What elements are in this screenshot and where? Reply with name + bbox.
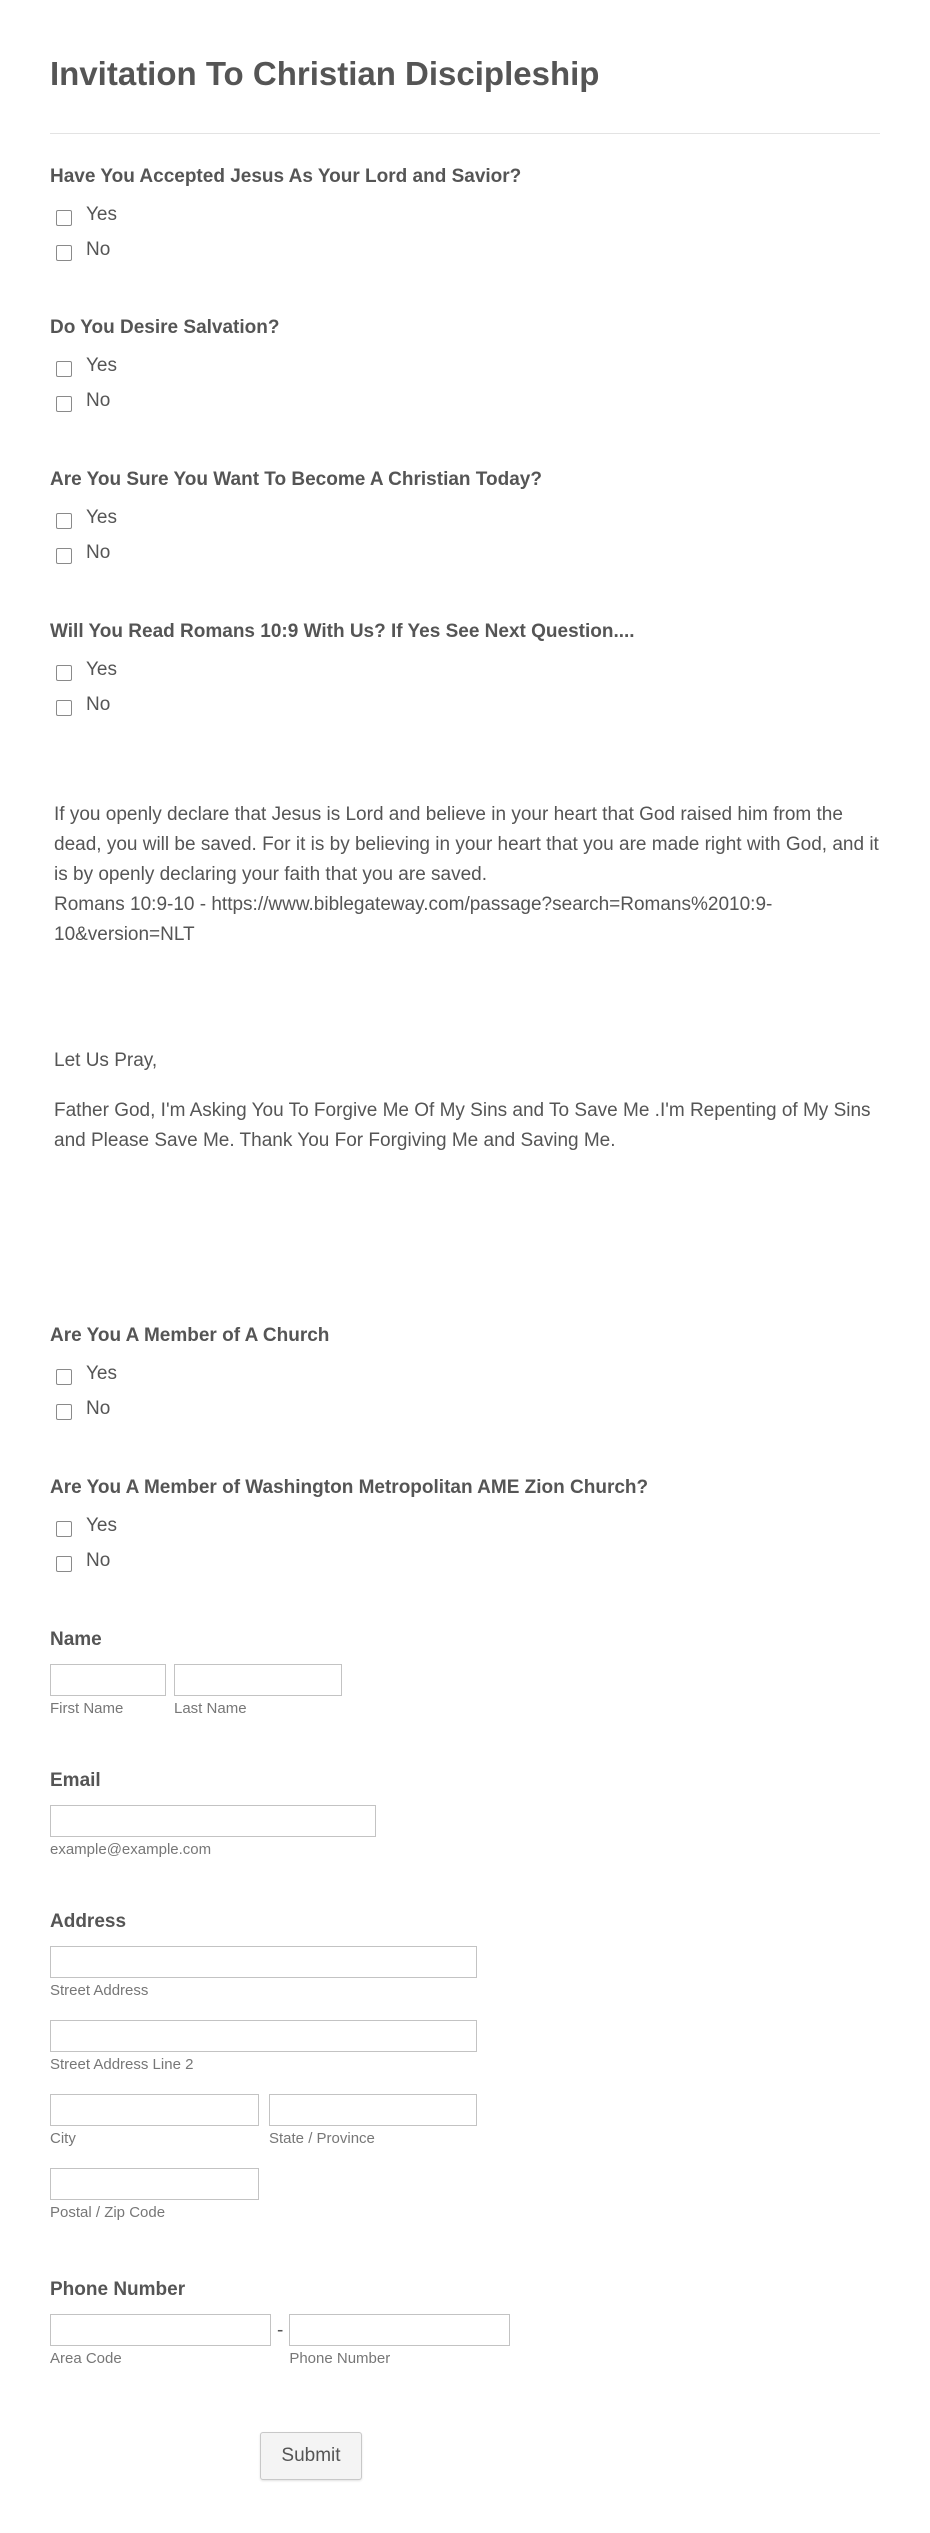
- email-label: Email: [50, 1770, 101, 1791]
- checkbox[interactable]: [56, 1404, 72, 1420]
- name-label: Name: [50, 1629, 102, 1650]
- checkbox[interactable]: [56, 396, 72, 412]
- question-label: Are You A Member of A Church: [50, 1325, 330, 1346]
- checkbox[interactable]: [56, 1521, 72, 1537]
- question-read-romans: [50, 620, 880, 722]
- scripture-block: [54, 800, 880, 950]
- question-label: Will You Read Romans 10:9 With Us? If Yes See Next Question....: [50, 621, 635, 642]
- checkbox[interactable]: [56, 245, 72, 261]
- phone-field: [50, 2278, 510, 2368]
- option-label: No: [86, 389, 111, 411]
- city-sublabel: City: [50, 2130, 76, 2147]
- option-label: Yes: [86, 1514, 117, 1536]
- option-yes[interactable]: [50, 1356, 880, 1391]
- checkbox[interactable]: [56, 1369, 72, 1385]
- option-label: No: [86, 693, 111, 715]
- option-yes[interactable]: [50, 197, 880, 232]
- first-name-sublabel: First Name: [50, 1700, 124, 1717]
- last-name-sublabel: Last Name: [174, 1700, 247, 1717]
- option-label: Yes: [86, 203, 117, 225]
- street-address-sublabel: Street Address: [50, 1982, 149, 1999]
- option-label: No: [86, 1397, 111, 1419]
- option-yes[interactable]: [50, 1508, 880, 1543]
- question-accepted-jesus: [50, 165, 880, 267]
- city-input[interactable]: [50, 2094, 259, 2126]
- first-name-input[interactable]: [50, 1664, 166, 1696]
- question-label: Are You Sure You Want To Become A Christian Today?: [50, 469, 542, 490]
- checkbox[interactable]: [56, 548, 72, 564]
- option-label: Yes: [86, 354, 117, 376]
- address-label: Address: [50, 1911, 127, 1932]
- question-become-christian: [50, 468, 880, 570]
- phone-label: Phone Number: [50, 2279, 186, 2300]
- prayer-text: Father God, I'm Asking You To Forgive Me Of My Sins and To Save Me .I'm Repenting of My Sins and Please Save Me. Thank You For Forgiving Me and Saving Me.: [54, 1100, 871, 1151]
- submit-button[interactable]: Submit: [260, 2432, 362, 2480]
- phone-number-sublabel: Phone Number: [289, 2350, 391, 2367]
- option-label: No: [86, 541, 111, 563]
- title-divider: [50, 133, 880, 134]
- option-label: Yes: [86, 1362, 117, 1384]
- option-yes[interactable]: [50, 500, 880, 535]
- checkbox[interactable]: [56, 665, 72, 681]
- option-no[interactable]: [50, 1543, 880, 1578]
- zip-input[interactable]: [50, 2168, 259, 2200]
- scripture-reference: Romans 10:9-10 - https://www.biblegateway.com/passage?search=Romans%2010:9-10&version=NLT: [54, 894, 773, 945]
- checkbox[interactable]: [56, 361, 72, 377]
- street-address-2-sublabel: Street Address Line 2: [50, 2056, 194, 2073]
- option-label: No: [86, 1549, 111, 1571]
- email-sublabel: example@example.com: [50, 1841, 212, 1858]
- question-wmaz-member: [50, 1476, 880, 1578]
- address-field: [50, 1910, 477, 2222]
- checkbox[interactable]: [56, 700, 72, 716]
- option-label: Yes: [86, 658, 117, 680]
- checkbox[interactable]: [56, 513, 72, 529]
- question-label: Have You Accepted Jesus As Your Lord and Savior?: [50, 166, 522, 187]
- prayer-intro: Let Us Pray,: [54, 1050, 158, 1071]
- option-no[interactable]: [50, 535, 880, 570]
- question-desire-salvation: [50, 316, 880, 418]
- form-title: Invitation To Christian Discipleship: [50, 55, 600, 92]
- option-yes[interactable]: [50, 348, 880, 383]
- street-address-input[interactable]: [50, 1946, 477, 1978]
- email-input[interactable]: [50, 1805, 376, 1837]
- state-sublabel: State / Province: [269, 2130, 375, 2147]
- question-church-member: [50, 1324, 880, 1426]
- state-input[interactable]: [269, 2094, 477, 2126]
- option-yes[interactable]: [50, 652, 880, 687]
- option-label: Yes: [86, 506, 117, 528]
- scripture-text: If you openly declare that Jesus is Lord and believe in your heart that God raised him from the dead, you will be saved. For it is by believing in your heart that you are made right with God, and it is by openly declaring your faith that you are saved.: [54, 804, 879, 885]
- email-field: [50, 1769, 376, 1859]
- option-no[interactable]: [50, 1391, 880, 1426]
- option-no[interactable]: [50, 383, 880, 418]
- checkbox[interactable]: [56, 1556, 72, 1572]
- name-field: [50, 1628, 342, 1718]
- phone-separator: -: [277, 2320, 284, 2341]
- option-no[interactable]: [50, 232, 880, 267]
- phone-number-input[interactable]: [289, 2314, 510, 2346]
- area-code-input[interactable]: [50, 2314, 271, 2346]
- last-name-input[interactable]: [174, 1664, 342, 1696]
- prayer-block: [54, 1046, 880, 1156]
- zip-sublabel: Postal / Zip Code: [50, 2204, 166, 2221]
- question-label: Are You A Member of Washington Metropolitan AME Zion Church?: [50, 1477, 649, 1498]
- option-label: No: [86, 238, 111, 260]
- area-code-sublabel: Area Code: [50, 2350, 122, 2367]
- option-no[interactable]: [50, 687, 880, 722]
- checkbox[interactable]: [56, 210, 72, 226]
- question-label: Do You Desire Salvation?: [50, 317, 280, 338]
- street-address-2-input[interactable]: [50, 2020, 477, 2052]
